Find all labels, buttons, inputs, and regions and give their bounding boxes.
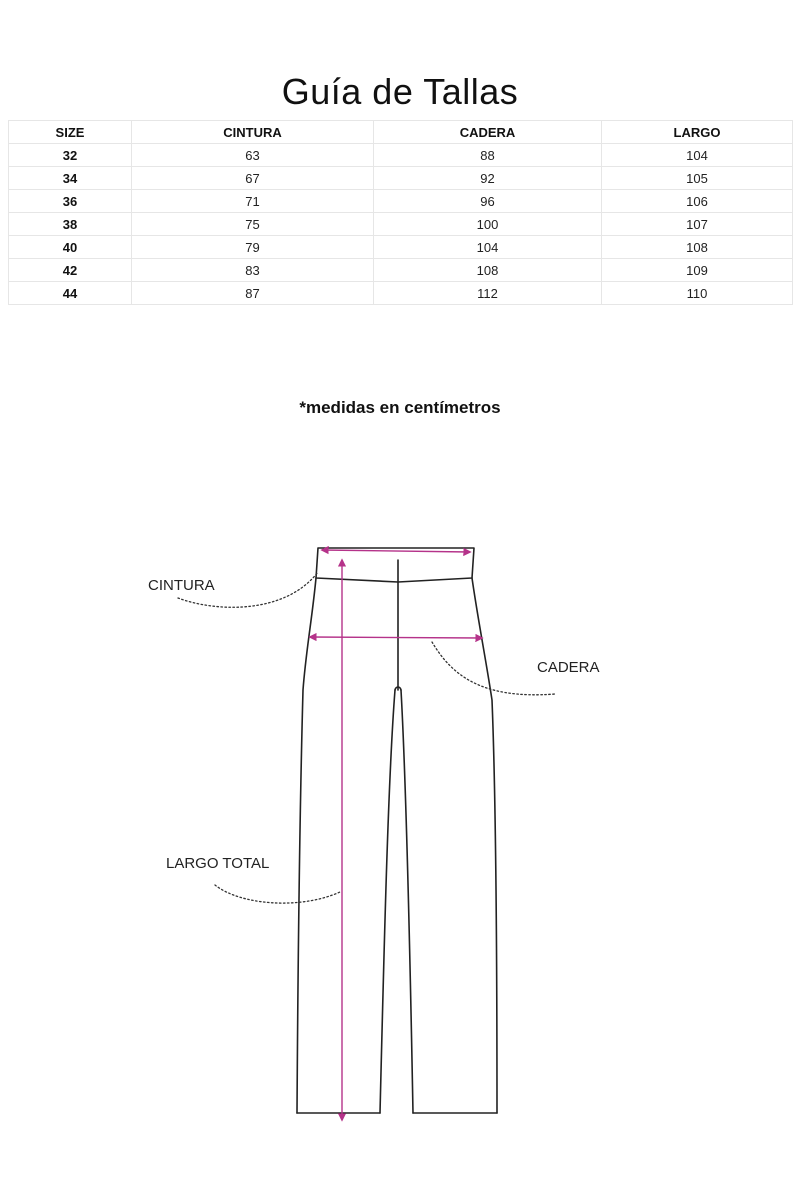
measurement-unit-note: *medidas en centímetros (299, 398, 501, 417)
column-header-hip: CADERA (374, 121, 602, 144)
right-leg-inner-seam (401, 690, 413, 1113)
waist-label: CINTURA (148, 577, 215, 594)
waist-cell: 79 (132, 236, 374, 259)
size-chart-table (8, 120, 793, 305)
waist-measure-line (322, 550, 470, 552)
waistband-outline (316, 548, 474, 582)
length-cell: 104 (602, 144, 793, 167)
size-cell: 40 (9, 236, 132, 259)
length-leader-line (215, 885, 340, 903)
page-title: Guía de Tallas (281, 71, 519, 112)
length-cell: 106 (602, 190, 793, 213)
size-cell: 42 (9, 259, 132, 282)
hip-cell: 108 (374, 259, 602, 282)
waist-cell: 67 (132, 167, 374, 190)
size-cell: 38 (9, 213, 132, 236)
hip-cell: 96 (374, 190, 602, 213)
pants-measurement-diagram (130, 530, 610, 1130)
table-row (9, 236, 793, 259)
length-cell: 105 (602, 167, 793, 190)
left-leg-outer-seam (297, 578, 316, 1113)
column-header-size: SIZE (9, 121, 132, 144)
table-header-row (9, 121, 793, 144)
hip-cell: 88 (374, 144, 602, 167)
size-cell: 32 (9, 144, 132, 167)
waist-cell: 87 (132, 282, 374, 305)
measurement-lines (310, 550, 482, 1120)
left-leg-inner-seam (380, 690, 395, 1113)
size-cell: 44 (9, 282, 132, 305)
table-row (9, 259, 793, 282)
right-leg-outer-seam (472, 578, 497, 1113)
table-row (9, 167, 793, 190)
hip-cell: 112 (374, 282, 602, 305)
table-row (9, 190, 793, 213)
waist-cell: 71 (132, 190, 374, 213)
table-row (9, 282, 793, 305)
table-row (9, 144, 793, 167)
length-cell: 107 (602, 213, 793, 236)
length-cell: 108 (602, 236, 793, 259)
hip-label: CADERA (537, 659, 600, 676)
length-cell: 110 (602, 282, 793, 305)
hip-cell: 100 (374, 213, 602, 236)
length-cell: 109 (602, 259, 793, 282)
pants-outline (297, 548, 497, 1113)
column-header-length: LARGO (602, 121, 793, 144)
leader-lines (178, 572, 555, 903)
hip-cell: 92 (374, 167, 602, 190)
waist-cell: 75 (132, 213, 374, 236)
hip-cell: 104 (374, 236, 602, 259)
hip-measure-line (310, 637, 482, 638)
column-header-waist: CINTURA (132, 121, 374, 144)
size-cell: 36 (9, 190, 132, 213)
size-cell: 34 (9, 167, 132, 190)
waist-cell: 83 (132, 259, 374, 282)
table-row (9, 213, 793, 236)
total-length-label: LARGO TOTAL (166, 855, 270, 872)
waist-cell: 63 (132, 144, 374, 167)
